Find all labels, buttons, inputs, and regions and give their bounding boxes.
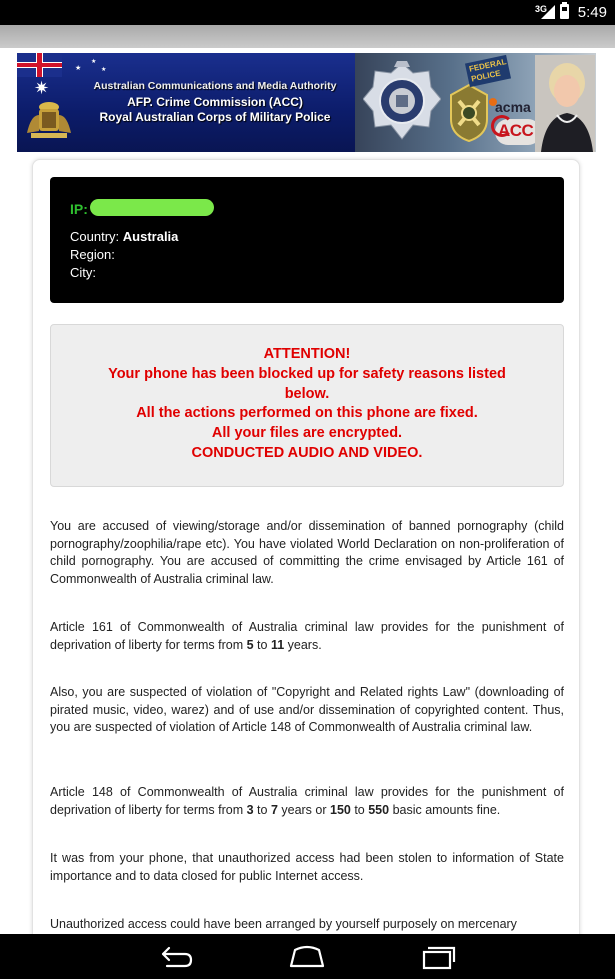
- portrait-photo: [535, 55, 595, 152]
- military-police-emblem-icon: [447, 83, 491, 143]
- accusation-paragraph: You are accused of viewing/storage and/or dissemination of banned pornography (child pornography/zoophilia/rape etc). You have violated World Declaration on non-proliferation of child pornography. You are accused of committing the crime envisaged by Article 161 of Commonwealth of Australia criminal law.: [50, 519, 564, 586]
- banner-line-2: AFP. Crime Commission (ACC): [127, 95, 303, 109]
- region-label: Region:: [70, 247, 115, 262]
- attention-line: below.: [284, 385, 330, 402]
- attention-line: CONDUCTED AUDIO AND VIDEO.: [191, 444, 423, 461]
- star-icon: ★: [75, 65, 82, 72]
- status-bar: [0, 0, 615, 25]
- acc-logo: ACC: [498, 121, 534, 140]
- coat-of-arms-icon: [23, 93, 75, 143]
- unauthorized-access-paragraph: It was from your phone, that unauthorized access had been stolen to information of State importance and to data closed for public Internet access.: [50, 851, 564, 883]
- ip-redaction-bar: [90, 199, 214, 216]
- attention-line: All the actions performed on this phone are fixed.: [136, 405, 478, 422]
- attention-line: All your files are encrypted.: [211, 425, 403, 442]
- browser-toolbar: [0, 25, 615, 48]
- attention-line: Your phone has been blocked up for safety reasons listed: [108, 365, 506, 382]
- location-info-box: [50, 177, 564, 303]
- ransom-message-card: [32, 159, 580, 934]
- banner-title-panel: [17, 53, 355, 152]
- star-icon: ★: [101, 67, 107, 73]
- city-label: City:: [70, 265, 96, 280]
- attention-heading: ATTENTION!: [263, 346, 351, 362]
- header-banner: [17, 53, 596, 152]
- battery-icon: [560, 4, 569, 19]
- navigation-bar: [0, 934, 615, 979]
- clock: 5:49: [577, 4, 607, 21]
- signal-icon: [541, 5, 555, 19]
- banner-line-1: Australian Communications and Media Authority: [93, 80, 337, 92]
- federal-police-tag: FEDERAL POLICE: [465, 55, 511, 87]
- star-icon: ★: [91, 59, 97, 65]
- attention-box: [50, 324, 564, 487]
- country-row: [70, 229, 178, 244]
- mercenary-paragraph: Unauthorized access could have been arranged by yourself purposely on mercenary: [50, 917, 517, 931]
- star-icon: ✷: [34, 78, 50, 98]
- article-148-paragraph: Article 148 of Commonwealth of Australia criminal law provides for the punishment of deprivation of liberty for terms from 3 to 7 years or 150 to 550 basic amounts fine.: [50, 785, 564, 817]
- home-icon[interactable]: [287, 940, 327, 972]
- police-badge-icon: [363, 61, 441, 147]
- ip-label: IP:: [70, 201, 88, 217]
- acma-logo: acma: [495, 99, 531, 115]
- banner-line-3: Royal Australian Corps of Military Police: [99, 110, 331, 124]
- network-type-label: 3G: [534, 4, 547, 14]
- australia-flag-icon: [17, 53, 62, 77]
- page-content[interactable]: [0, 48, 615, 934]
- copyright-paragraph: Also, you are suspected of violation of "Copyright and Related rights Law" (downloading of pirated music, video, warez) and of use and/or dissemination of copyrighted content. Thus, you are suspected of violation of Article 148 of Commonwealth of Australia criminal law.: [50, 685, 564, 734]
- country-value: Australia: [122, 229, 179, 244]
- country-label: Country:: [70, 229, 120, 244]
- article-161-paragraph: Article 161 of Commonwealth of Australia criminal law provides for the punishment of deprivation of liberty for terms from 5 to 11 years.: [50, 620, 564, 652]
- recents-icon[interactable]: [418, 940, 458, 972]
- back-icon[interactable]: [155, 940, 195, 972]
- banner-logos-panel: [355, 53, 596, 152]
